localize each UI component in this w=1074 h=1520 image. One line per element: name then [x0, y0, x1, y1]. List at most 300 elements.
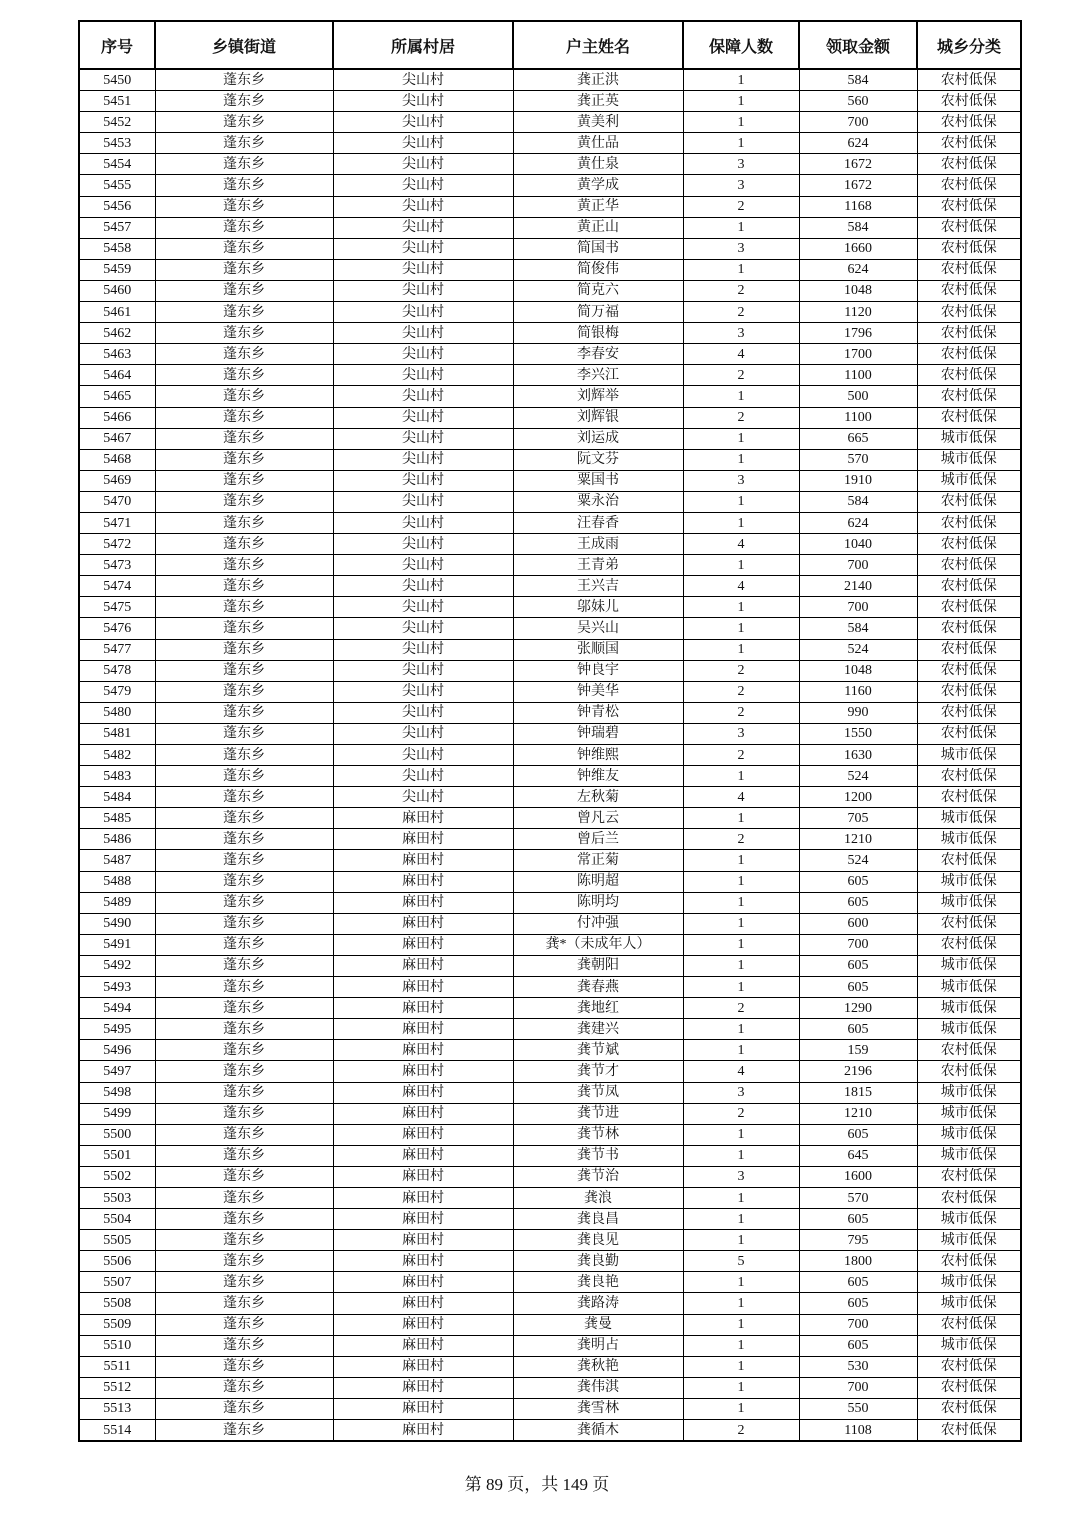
serial-cell: 5507 — [79, 1272, 155, 1293]
category-cell: 农村低保 — [917, 69, 1021, 91]
table-row — [79, 323, 1021, 344]
table-row — [79, 745, 1021, 766]
name-cell: 龚节林 — [513, 1124, 683, 1145]
amount-cell: 705 — [799, 808, 917, 829]
persons-cell: 1 — [683, 428, 799, 449]
township-cell: 蓬东乡 — [155, 808, 333, 829]
village-cell: 麻田村 — [333, 1420, 513, 1442]
table-row — [79, 69, 1021, 91]
persons-cell: 1 — [683, 217, 799, 238]
category-cell: 城市低保 — [917, 1145, 1021, 1166]
village-cell: 麻田村 — [333, 1082, 513, 1103]
category-cell: 农村低保 — [917, 787, 1021, 808]
name-cell: 龚浪 — [513, 1187, 683, 1208]
table-row — [79, 955, 1021, 976]
amount-cell: 1550 — [799, 723, 917, 744]
serial-cell: 5462 — [79, 323, 155, 344]
amount-cell: 605 — [799, 1335, 917, 1356]
village-cell: 尖山村 — [333, 491, 513, 512]
amount-cell: 560 — [799, 91, 917, 112]
category-cell: 农村低保 — [917, 723, 1021, 744]
name-cell: 龚节凤 — [513, 1082, 683, 1103]
category-cell: 农村低保 — [917, 1166, 1021, 1187]
name-cell: 钟维友 — [513, 766, 683, 787]
village-cell: 麻田村 — [333, 829, 513, 850]
village-cell: 尖山村 — [333, 280, 513, 301]
persons-cell: 1 — [683, 1398, 799, 1419]
persons-cell: 2 — [683, 302, 799, 323]
name-cell: 龚伟淇 — [513, 1377, 683, 1398]
name-cell: 龚循木 — [513, 1420, 683, 1442]
category-cell: 农村低保 — [917, 1061, 1021, 1082]
amount-cell: 700 — [799, 934, 917, 955]
persons-cell: 2 — [683, 829, 799, 850]
serial-cell: 5495 — [79, 1019, 155, 1040]
village-cell: 麻田村 — [333, 1166, 513, 1187]
persons-cell: 1 — [683, 512, 799, 533]
persons-cell: 1 — [683, 850, 799, 871]
township-cell: 蓬东乡 — [155, 934, 333, 955]
name-cell: 曾凡云 — [513, 808, 683, 829]
amount-cell: 1672 — [799, 175, 917, 196]
village-cell: 尖山村 — [333, 69, 513, 91]
table-row — [79, 1420, 1021, 1442]
serial-cell: 5494 — [79, 998, 155, 1019]
amount-cell: 605 — [799, 977, 917, 998]
township-cell: 蓬东乡 — [155, 723, 333, 744]
name-cell: 付冲强 — [513, 913, 683, 934]
table-row — [79, 196, 1021, 217]
village-cell: 麻田村 — [333, 1187, 513, 1208]
persons-cell: 2 — [683, 1103, 799, 1124]
township-cell: 蓬东乡 — [155, 302, 333, 323]
serial-cell: 5497 — [79, 1061, 155, 1082]
amount-cell: 1800 — [799, 1251, 917, 1272]
table-row — [79, 344, 1021, 365]
serial-cell: 5468 — [79, 449, 155, 470]
table-row — [79, 702, 1021, 723]
header-village: 所属村居 — [333, 21, 513, 69]
village-cell: 尖山村 — [333, 386, 513, 407]
serial-cell: 5464 — [79, 365, 155, 386]
amount-cell: 605 — [799, 955, 917, 976]
serial-cell: 5451 — [79, 91, 155, 112]
name-cell: 龚节斌 — [513, 1040, 683, 1061]
township-cell: 蓬东乡 — [155, 112, 333, 133]
name-cell: 龚节治 — [513, 1166, 683, 1187]
persons-cell: 1 — [683, 1272, 799, 1293]
name-cell: 简银梅 — [513, 323, 683, 344]
village-cell: 尖山村 — [333, 323, 513, 344]
amount-cell: 2140 — [799, 576, 917, 597]
serial-cell: 5486 — [79, 829, 155, 850]
amount-cell: 1796 — [799, 323, 917, 344]
category-cell: 城市低保 — [917, 470, 1021, 491]
amount-cell: 700 — [799, 1314, 917, 1335]
village-cell: 尖山村 — [333, 407, 513, 428]
serial-cell: 5479 — [79, 681, 155, 702]
amount-cell: 700 — [799, 597, 917, 618]
serial-cell: 5450 — [79, 69, 155, 91]
name-cell: 常正菊 — [513, 850, 683, 871]
category-cell: 农村低保 — [917, 1377, 1021, 1398]
persons-cell: 1 — [683, 1145, 799, 1166]
name-cell: 龚*（未成年人） — [513, 934, 683, 955]
amount-cell: 524 — [799, 639, 917, 660]
township-cell: 蓬东乡 — [155, 217, 333, 238]
township-cell: 蓬东乡 — [155, 555, 333, 576]
serial-cell: 5478 — [79, 660, 155, 681]
name-cell: 黄仕品 — [513, 133, 683, 154]
township-cell: 蓬东乡 — [155, 1061, 333, 1082]
name-cell: 黄学成 — [513, 175, 683, 196]
name-cell: 龚正洪 — [513, 69, 683, 91]
township-cell: 蓬东乡 — [155, 787, 333, 808]
table-row — [79, 491, 1021, 512]
serial-cell: 5466 — [79, 407, 155, 428]
table-row — [79, 259, 1021, 280]
serial-cell: 5496 — [79, 1040, 155, 1061]
village-cell: 麻田村 — [333, 1209, 513, 1230]
table-row — [79, 1187, 1021, 1208]
amount-cell: 550 — [799, 1398, 917, 1419]
table-row — [79, 1230, 1021, 1251]
table-row — [79, 386, 1021, 407]
village-cell: 麻田村 — [333, 808, 513, 829]
village-cell: 尖山村 — [333, 449, 513, 470]
persons-cell: 1 — [683, 449, 799, 470]
header-amount: 领取金额 — [799, 21, 917, 69]
village-cell: 麻田村 — [333, 1061, 513, 1082]
serial-cell: 5487 — [79, 850, 155, 871]
persons-cell: 2 — [683, 681, 799, 702]
township-cell: 蓬东乡 — [155, 1356, 333, 1377]
table-row — [79, 512, 1021, 533]
name-cell: 粟永治 — [513, 491, 683, 512]
category-cell: 农村低保 — [917, 386, 1021, 407]
amount-cell: 1815 — [799, 1082, 917, 1103]
category-cell: 农村低保 — [917, 407, 1021, 428]
name-cell: 龚雪林 — [513, 1398, 683, 1419]
serial-cell: 5461 — [79, 302, 155, 323]
name-cell: 陈明超 — [513, 871, 683, 892]
amount-cell: 1630 — [799, 745, 917, 766]
amount-cell: 1120 — [799, 302, 917, 323]
category-cell: 农村低保 — [917, 133, 1021, 154]
village-cell: 麻田村 — [333, 1314, 513, 1335]
table-row — [79, 175, 1021, 196]
name-cell: 陈明均 — [513, 892, 683, 913]
township-cell: 蓬东乡 — [155, 681, 333, 702]
category-cell: 城市低保 — [917, 1209, 1021, 1230]
table-row — [79, 1019, 1021, 1040]
serial-cell: 5458 — [79, 238, 155, 259]
category-cell: 农村低保 — [917, 1187, 1021, 1208]
amount-cell: 1048 — [799, 280, 917, 301]
amount-cell: 700 — [799, 112, 917, 133]
persons-cell: 1 — [683, 597, 799, 618]
name-cell: 黄正华 — [513, 196, 683, 217]
village-cell: 尖山村 — [333, 618, 513, 639]
persons-cell: 1 — [683, 977, 799, 998]
serial-cell: 5452 — [79, 112, 155, 133]
table-row — [79, 681, 1021, 702]
category-cell: 农村低保 — [917, 154, 1021, 175]
name-cell: 龚春燕 — [513, 977, 683, 998]
amount-cell: 1108 — [799, 1420, 917, 1442]
township-cell: 蓬东乡 — [155, 91, 333, 112]
name-cell: 曾后兰 — [513, 829, 683, 850]
table-row — [79, 766, 1021, 787]
name-cell: 刘辉银 — [513, 407, 683, 428]
table-row — [79, 913, 1021, 934]
header-householder-name: 户主姓名 — [513, 21, 683, 69]
amount-cell: 700 — [799, 555, 917, 576]
serial-cell: 5471 — [79, 512, 155, 533]
amount-cell: 1290 — [799, 998, 917, 1019]
category-cell: 农村低保 — [917, 112, 1021, 133]
village-cell: 麻田村 — [333, 1272, 513, 1293]
township-cell: 蓬东乡 — [155, 1230, 333, 1251]
amount-cell: 524 — [799, 850, 917, 871]
serial-cell: 5477 — [79, 639, 155, 660]
persons-cell: 2 — [683, 1420, 799, 1442]
village-cell: 尖山村 — [333, 681, 513, 702]
township-cell: 蓬东乡 — [155, 175, 333, 196]
table-row — [79, 1398, 1021, 1419]
persons-cell: 1 — [683, 69, 799, 91]
category-cell: 城市低保 — [917, 428, 1021, 449]
table-row — [79, 871, 1021, 892]
village-cell: 麻田村 — [333, 1103, 513, 1124]
township-cell: 蓬东乡 — [155, 1019, 333, 1040]
village-cell: 尖山村 — [333, 133, 513, 154]
table-row — [79, 217, 1021, 238]
township-cell: 蓬东乡 — [155, 449, 333, 470]
village-cell: 尖山村 — [333, 702, 513, 723]
village-cell: 尖山村 — [333, 365, 513, 386]
village-cell: 麻田村 — [333, 892, 513, 913]
persons-cell: 1 — [683, 639, 799, 660]
category-cell: 农村低保 — [917, 1040, 1021, 1061]
village-cell: 麻田村 — [333, 850, 513, 871]
amount-cell: 700 — [799, 1377, 917, 1398]
category-cell: 城市低保 — [917, 1293, 1021, 1314]
persons-cell: 4 — [683, 344, 799, 365]
village-cell: 尖山村 — [333, 555, 513, 576]
serial-cell: 5483 — [79, 766, 155, 787]
table-row — [79, 555, 1021, 576]
township-cell: 蓬东乡 — [155, 154, 333, 175]
township-cell: 蓬东乡 — [155, 913, 333, 934]
name-cell: 李春安 — [513, 344, 683, 365]
category-cell: 城市低保 — [917, 745, 1021, 766]
table-row — [79, 133, 1021, 154]
serial-cell: 5491 — [79, 934, 155, 955]
category-cell: 农村低保 — [917, 323, 1021, 344]
village-cell: 尖山村 — [333, 259, 513, 280]
village-cell: 麻田村 — [333, 977, 513, 998]
serial-cell: 5480 — [79, 702, 155, 723]
persons-cell: 1 — [683, 112, 799, 133]
village-cell: 尖山村 — [333, 238, 513, 259]
township-cell: 蓬东乡 — [155, 196, 333, 217]
township-cell: 蓬东乡 — [155, 1166, 333, 1187]
township-cell: 蓬东乡 — [155, 1314, 333, 1335]
persons-cell: 4 — [683, 576, 799, 597]
persons-cell: 4 — [683, 1061, 799, 1082]
persons-cell: 1 — [683, 892, 799, 913]
category-cell: 城市低保 — [917, 1230, 1021, 1251]
amount-cell: 1600 — [799, 1166, 917, 1187]
category-cell: 城市低保 — [917, 1124, 1021, 1145]
amount-cell: 1048 — [799, 660, 917, 681]
amount-cell: 1040 — [799, 534, 917, 555]
amount-cell: 1910 — [799, 470, 917, 491]
township-cell: 蓬东乡 — [155, 259, 333, 280]
table-row — [79, 1124, 1021, 1145]
amount-cell: 500 — [799, 386, 917, 407]
name-cell: 龚朝阳 — [513, 955, 683, 976]
name-cell: 刘运成 — [513, 428, 683, 449]
table-row — [79, 998, 1021, 1019]
township-cell: 蓬东乡 — [155, 745, 333, 766]
category-cell: 农村低保 — [917, 280, 1021, 301]
serial-cell: 5472 — [79, 534, 155, 555]
name-cell: 龚秋艳 — [513, 1356, 683, 1377]
serial-cell: 5463 — [79, 344, 155, 365]
amount-cell: 605 — [799, 871, 917, 892]
amount-cell: 1100 — [799, 407, 917, 428]
persons-cell: 1 — [683, 808, 799, 829]
category-cell: 农村低保 — [917, 555, 1021, 576]
township-cell: 蓬东乡 — [155, 977, 333, 998]
name-cell: 龚节书 — [513, 1145, 683, 1166]
village-cell: 麻田村 — [333, 1377, 513, 1398]
table-row — [79, 808, 1021, 829]
persons-cell: 1 — [683, 259, 799, 280]
persons-cell: 1 — [683, 1314, 799, 1335]
name-cell: 龚曼 — [513, 1314, 683, 1335]
name-cell: 张顺国 — [513, 639, 683, 660]
name-cell: 吴兴山 — [513, 618, 683, 639]
amount-cell: 624 — [799, 512, 917, 533]
serial-cell: 5488 — [79, 871, 155, 892]
name-cell: 黄正山 — [513, 217, 683, 238]
village-cell: 麻田村 — [333, 1230, 513, 1251]
name-cell: 龚路涛 — [513, 1293, 683, 1314]
township-cell: 蓬东乡 — [155, 1040, 333, 1061]
name-cell: 龚节才 — [513, 1061, 683, 1082]
village-cell: 麻田村 — [333, 1356, 513, 1377]
township-cell: 蓬东乡 — [155, 534, 333, 555]
name-cell: 汪春香 — [513, 512, 683, 533]
name-cell: 黄仕泉 — [513, 154, 683, 175]
persons-cell: 1 — [683, 1124, 799, 1145]
village-cell: 尖山村 — [333, 217, 513, 238]
serial-cell: 5476 — [79, 618, 155, 639]
township-cell: 蓬东乡 — [155, 702, 333, 723]
amount-cell: 795 — [799, 1230, 917, 1251]
serial-cell: 5511 — [79, 1356, 155, 1377]
persons-cell: 3 — [683, 1082, 799, 1103]
amount-cell: 1672 — [799, 154, 917, 175]
category-cell: 农村低保 — [917, 365, 1021, 386]
serial-cell: 5493 — [79, 977, 155, 998]
serial-cell: 5499 — [79, 1103, 155, 1124]
serial-cell: 5498 — [79, 1082, 155, 1103]
category-cell: 农村低保 — [917, 1251, 1021, 1272]
name-cell: 龚良昌 — [513, 1209, 683, 1230]
table-row — [79, 829, 1021, 850]
table-row — [79, 302, 1021, 323]
village-cell: 尖山村 — [333, 723, 513, 744]
township-cell: 蓬东乡 — [155, 1082, 333, 1103]
table-row — [79, 280, 1021, 301]
persons-cell: 2 — [683, 998, 799, 1019]
category-cell: 农村低保 — [917, 639, 1021, 660]
persons-cell: 5 — [683, 1251, 799, 1272]
persons-cell: 4 — [683, 534, 799, 555]
table-row — [79, 1272, 1021, 1293]
village-cell: 麻田村 — [333, 1251, 513, 1272]
persons-cell: 2 — [683, 407, 799, 428]
name-cell: 钟瑞碧 — [513, 723, 683, 744]
category-cell: 农村低保 — [917, 534, 1021, 555]
serial-cell: 5456 — [79, 196, 155, 217]
amount-cell: 2196 — [799, 1061, 917, 1082]
name-cell: 龚明占 — [513, 1335, 683, 1356]
header-township: 乡镇街道 — [155, 21, 333, 69]
amount-cell: 605 — [799, 1272, 917, 1293]
persons-cell: 1 — [683, 555, 799, 576]
township-cell: 蓬东乡 — [155, 871, 333, 892]
table-row — [79, 892, 1021, 913]
persons-cell: 1 — [683, 1293, 799, 1314]
amount-cell: 624 — [799, 133, 917, 154]
header-serial-number: 序号 — [79, 21, 155, 69]
category-cell: 城市低保 — [917, 998, 1021, 1019]
table-row — [79, 597, 1021, 618]
village-cell: 麻田村 — [333, 998, 513, 1019]
category-cell: 城市低保 — [917, 449, 1021, 470]
persons-cell: 2 — [683, 660, 799, 681]
township-cell: 蓬东乡 — [155, 1420, 333, 1442]
category-cell: 农村低保 — [917, 681, 1021, 702]
table-row — [79, 1040, 1021, 1061]
table-row — [79, 1145, 1021, 1166]
amount-cell: 524 — [799, 766, 917, 787]
township-cell: 蓬东乡 — [155, 512, 333, 533]
village-cell: 尖山村 — [333, 175, 513, 196]
table-row — [79, 618, 1021, 639]
table-row — [79, 91, 1021, 112]
amount-cell: 665 — [799, 428, 917, 449]
table-row — [79, 1166, 1021, 1187]
village-cell: 尖山村 — [333, 344, 513, 365]
village-cell: 尖山村 — [333, 787, 513, 808]
persons-cell: 1 — [683, 91, 799, 112]
amount-cell: 584 — [799, 217, 917, 238]
persons-cell: 1 — [683, 1356, 799, 1377]
name-cell: 简克六 — [513, 280, 683, 301]
table-row — [79, 1335, 1021, 1356]
township-cell: 蓬东乡 — [155, 1293, 333, 1314]
township-cell: 蓬东乡 — [155, 639, 333, 660]
category-cell: 城市低保 — [917, 1019, 1021, 1040]
persons-cell: 3 — [683, 154, 799, 175]
serial-cell: 5481 — [79, 723, 155, 744]
